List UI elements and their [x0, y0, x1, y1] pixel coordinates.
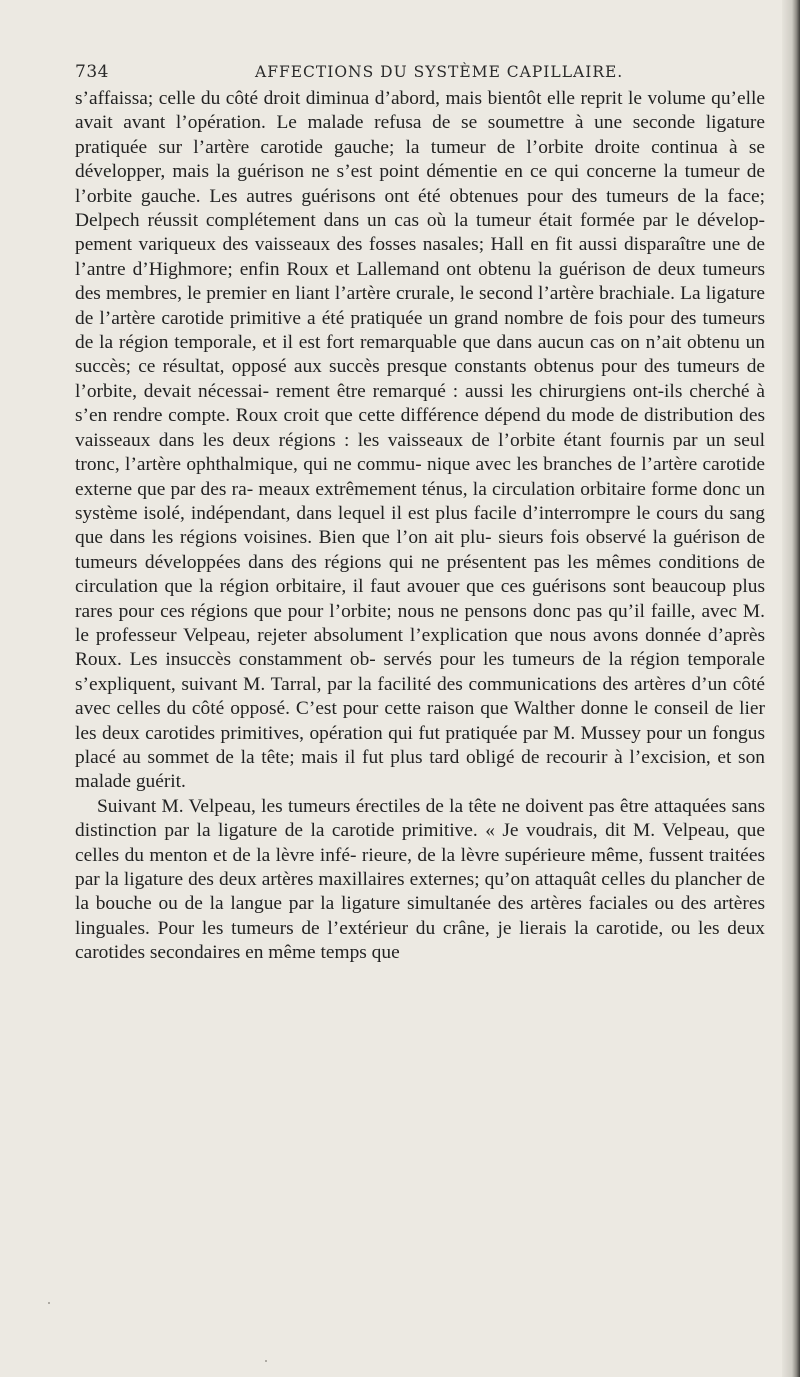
body-text	[75, 87, 765, 966]
page-number: 734	[75, 62, 109, 82]
running-title: AFFECTIONS DU SYSTÈME CAPILLAIRE.	[255, 63, 624, 81]
paragraph: s’affaissa; celle du côté droit diminua d’abord, mais bientôt elle reprit le volume qu’elle avait avant l’opération. Le malade refusa de se soumettre à une seconde ligature pratiquée sur l’artère carotide gauche; la tumeur de l’orbite droite continua à se développer, mais la guérison ne s’est point démentie en ce qui concerne la tumeur de l’orbite gauche. Les autres guérisons ont été obtenues pour des tumeurs de la face; Delpech réussit complétement dans un cas où la tumeur était formée par le dévelop- pement variqueux des vaisseaux des fosses nasales; Hall en fit aussi disparaître une de l’antre d’Highmore; enfin Roux et Lallemand ont obtenu la guérison de deux tumeurs des membres, le premier en liant l’artère crurale, le second l’artère brachiale. La ligature de l’artère carotide primitive a été pratiquée un grand nombre de fois pour des tumeurs de la région temporale, et il est fort remarquable que dans aucun cas on n’ait obtenu un succès; ce résultat, opposé aux succès presque constants obtenus pour des tumeurs de l’orbite, devait nécessai- rement être remarqué : aussi les chirurgiens ont-ils cherché à s’en rendre compte. Roux croit que cette différence dépend du mode de distribution des vaisseaux dans les deux régions : les vaisseaux de l’orbite étant fournis par un seul tronc, l’artère ophthalmique, qui ne commu- nique avec les branches de l’artère carotide externe que par des ra- meaux extrêmement ténus, la circulation orbitaire forme donc un système isolé, indépendant, dans lequel il est plus facile d’interrompre le cours du sang que dans les régions voisines. Bien que l’on ait plu- sieurs fois observé la guérison de tumeurs développées dans des régions qui ne présentent pas les mêmes conditions de circulation que la région orbitaire, il faut avouer que ces guérisons sont beaucoup plus rares pour ces régions que pour l’orbite; nous ne pensons donc pas qu’il faille, avec M. le professeur Velpeau, rejeter absolument l’explication que nous avons donnée d’après Roux. Les insuccès constamment ob- servés pour les tumeurs de la région temporale s’expliquent, suivant M. Tarral, par la facilité des communications des artères d’un côté avec celles du côté opposé. C’est pour cette raison que Walther donne le conseil de lier les deux carotides primitives, opération qui fut pratiquée par M. Mussey pour un fongus placé au sommet de la tête; mais il fut plus tard obligé de recourir à l’excision, et son malade guérit.	[75, 88, 765, 793]
page-edge-shadow	[782, 0, 800, 1377]
paragraph: Suivant M. Velpeau, les tumeurs érectiles de la tête ne doivent pas être attaquées sans distinction par la ligature de la carotide primitive. « Je voudrais, dit M. Velpeau, que celles du menton et de la lèvre infé- rieure, de la lèvre supérieure même, fussent traitées par la ligature des deux artères maxillaires externes; qu’on attaquât celles du plancher de la bouche ou de la langue par la ligature simultanée des artères faciales ou des artères linguales. Pour les tumeurs de l’extérieur du crâne, je lierais la carotide, ou les deux carotides secondaires en même temps que	[75, 795, 765, 964]
paper-speck	[265, 1360, 267, 1362]
paper-speck	[48, 1302, 50, 1304]
